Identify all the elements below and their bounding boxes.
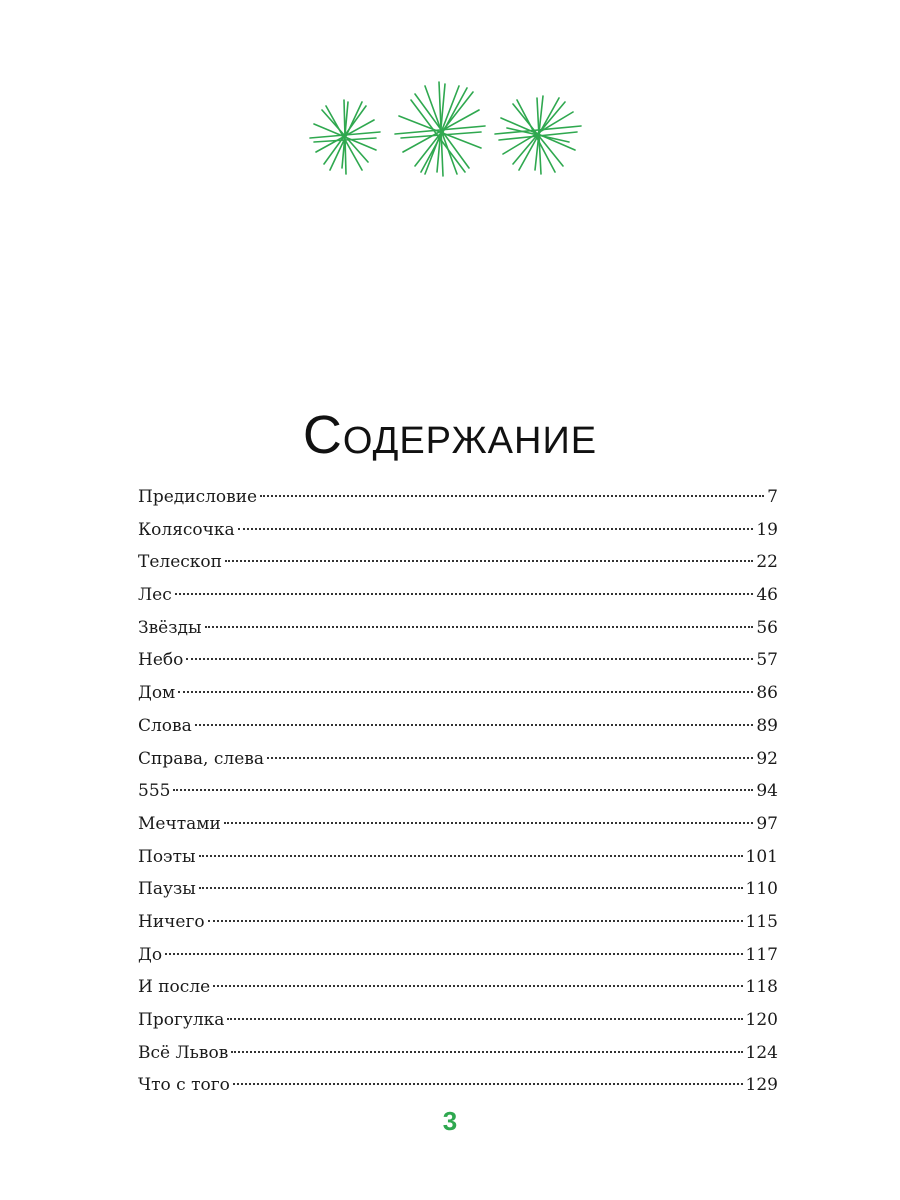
toc-entry [138, 743, 778, 776]
toc-entry-title: Паузы [138, 879, 196, 900]
toc-entry [138, 514, 778, 547]
toc-entry-page: 56 [756, 617, 778, 638]
toc-entry [138, 1004, 778, 1037]
toc-entry-page: 129 [745, 1075, 778, 1096]
toc-entry-title: Слова [138, 715, 192, 736]
toc-entry-page: 7 [767, 487, 778, 507]
toc-entry-title: До [138, 944, 163, 965]
page-number: 3 [442, 1106, 458, 1136]
toc-entry-page: 97 [756, 813, 778, 834]
dot-leader [227, 1018, 742, 1020]
toc-entry [138, 841, 778, 874]
toc-entry [138, 710, 778, 743]
toc-entry-title: Телескоп [138, 552, 222, 573]
star-icon [310, 100, 380, 174]
dot-leader [165, 953, 742, 955]
toc-entry-title: Лес [138, 585, 172, 606]
dot-leader [195, 724, 754, 726]
dot-leader [175, 593, 754, 595]
toc-entry [138, 579, 778, 612]
toc-entry-page: 118 [745, 977, 778, 998]
toc-entry [138, 906, 778, 939]
toc-entry-page: 57 [756, 650, 778, 671]
toc-entry-title: Колясочка [138, 519, 235, 540]
toc-entry-title: Что с того [138, 1075, 230, 1096]
dot-leader [205, 626, 754, 628]
toc-entry-page: 101 [745, 846, 778, 867]
toc-entry-page: 19 [756, 519, 778, 540]
dot-leader [178, 691, 753, 693]
table-of-contents [138, 481, 778, 1102]
toc-entry [138, 808, 778, 841]
dot-leader [186, 658, 753, 660]
toc-entry-title: Небо [138, 650, 184, 671]
toc-entry-title: Дом [138, 683, 176, 704]
dot-leader [199, 855, 743, 857]
toc-entry [138, 644, 778, 677]
star-icon [495, 96, 581, 174]
toc-entry-page: 22 [756, 552, 778, 573]
star-icon [395, 82, 485, 176]
toc-entry-page: 94 [756, 781, 778, 802]
toc-entry-page: 124 [745, 1042, 778, 1063]
toc-entry [138, 546, 778, 579]
toc-entry-title: И после [138, 977, 211, 998]
dot-leader [225, 560, 753, 562]
toc-entry-title: Поэты [138, 846, 196, 867]
dot-leader [238, 528, 754, 530]
toc-entry-title: Мечтами [138, 813, 221, 834]
toc-entry [138, 939, 778, 972]
toc-entry-title: 555 [138, 781, 171, 802]
toc-entry-page: 86 [756, 683, 778, 704]
toc-entry [138, 1037, 778, 1070]
dot-leader [173, 789, 753, 791]
toc-entry-page: 92 [756, 748, 778, 769]
toc-entry [138, 775, 778, 808]
toc-entry-title: Предисловие [138, 487, 258, 507]
dot-leader [231, 1051, 742, 1053]
page-title: Содержание [302, 405, 598, 466]
toc-entry-page: 120 [745, 1010, 778, 1030]
toc-entry-title: Всё Львов [138, 1042, 229, 1063]
toc-entry-title: Ничего [138, 911, 205, 932]
toc-entry-title: Звёзды [138, 617, 202, 638]
dot-leader [199, 887, 743, 889]
dot-leader [208, 920, 743, 922]
dot-leader [213, 985, 742, 987]
toc-entry [138, 971, 778, 1004]
toc-entry-page: 46 [756, 585, 778, 606]
toc-entry [138, 481, 778, 514]
toc-entry [138, 1069, 778, 1102]
dot-leader [267, 757, 753, 759]
toc-entry [138, 677, 778, 710]
toc-entry-page: 117 [745, 944, 778, 965]
toc-entry-page: 89 [756, 715, 778, 736]
toc-entry-title: Прогулка [138, 1010, 225, 1030]
dot-leader [233, 1083, 743, 1085]
star-ornament [300, 80, 590, 190]
dot-leader [260, 495, 764, 497]
toc-entry-page: 115 [745, 911, 778, 932]
toc-entry-title: Справа, слева [138, 748, 264, 769]
toc-entry-page: 110 [745, 879, 778, 900]
toc-entry [138, 873, 778, 906]
dot-leader [224, 822, 754, 824]
toc-entry [138, 612, 778, 645]
